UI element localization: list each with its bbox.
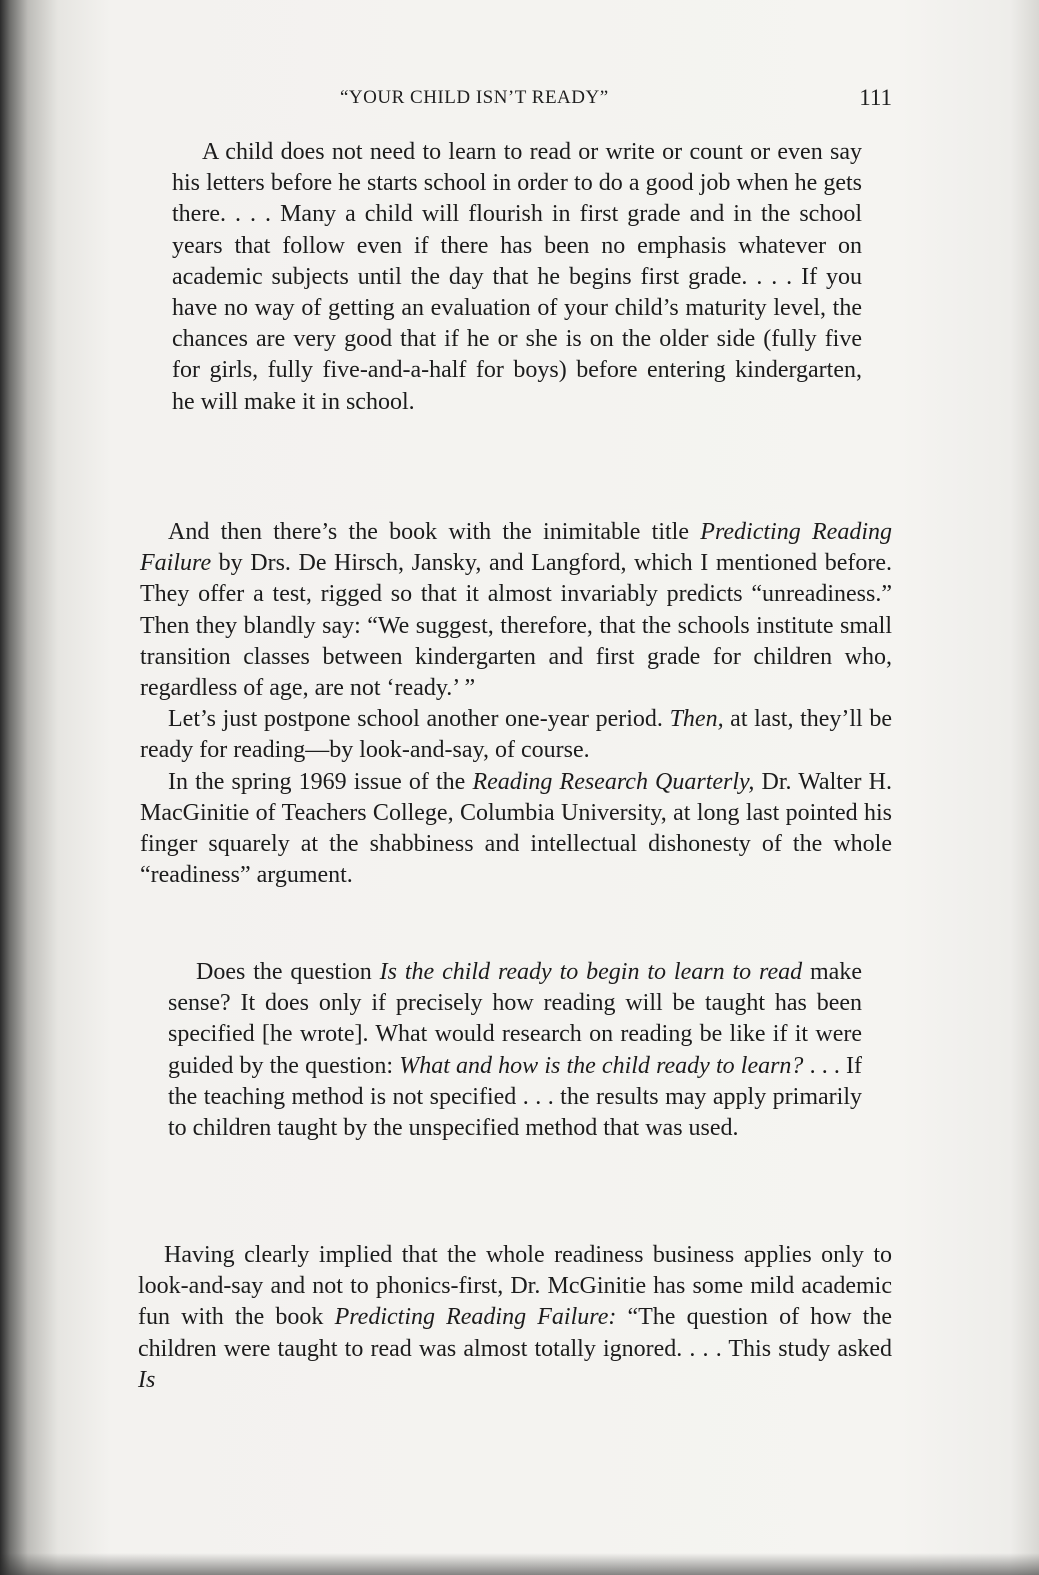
paragraph: In the spring 1969 issue of the Reading Research Quarterly, Dr. Walter H. MacGinitie of Teachers College, Columbia University, at long last pointed his finger squarely at the shabbiness and intellectual dishonesty of the whole “readiness” argument. (140, 768, 893, 889)
paragraph: Let’s just postpone school another one-year period. Then, at last, they’ll be ready for reading—by look-and-say, of course. (140, 706, 893, 764)
paragraph: And then there’s the book with the inimitable title Predicting Reading Failure by Drs. De Hirsch, Jansky, and Langford, which I mentioned before. They offer a test, rigged so that it almost invariably predicts “unreadiness.” Then they blandly say: “We suggest, therefore, that the schools institute small transition classes between kindergarten and first grade for children who, regardless of age, are not ‘ready.’ ” (140, 519, 892, 702)
emphasis: What and how is the child ready to learn? (399, 1052, 804, 1079)
page-header (140, 87, 892, 117)
emphasis: Then, (669, 706, 724, 733)
quote-paragraph: A child does not need to learn to read or write or count or even say his letters before he starts school in order to do a good job when he gets there. . . . Many a child will flourish in first grade and in the school years that follow even if there has been no emphasis whatever on academic subjects until the day that he begins first grade. . . . If you have no way of getting an evaluation of your child’s maturity level, the chances are very good that if he or she is on the older side (fully five for girls, fully five-and-a-half for boys) before entering kindergarten, he will make it in school. (172, 139, 863, 415)
body-text-1 (140, 517, 892, 891)
journal-title: Reading Research Quarterly, (472, 768, 755, 795)
book-title: Predicting Reading Failure (140, 519, 892, 577)
quote-paragraph: Does the question Is the child ready to begin to learn to read make sense? It does only if precisely how reading will be taught has been specified [he wrote]. What would research on reading be like if it were guided by the question: What and how is the child ready to learn? . . . If the teaching method is not specified . . . the results may apply primarily to children taught by the unspecified method that was used. (168, 959, 862, 1142)
running-head: “YOUR CHILD ISN’T READY” (340, 87, 609, 108)
emphasis: Is (138, 1366, 156, 1393)
page-number: 111 (859, 85, 892, 110)
block-quote-2 (168, 957, 862, 1144)
paragraph: Having clearly implied that the whole readiness business applies only to look-and-say and not to phonics-first, Dr. McGinitie has some mild academic fun with the book Predicting Reading Failure: “The question of how the children were taught to read was almost totally ignored. . . . This study asked Is (138, 1242, 892, 1393)
block-quote-1 (172, 137, 862, 418)
emphasis: Is the child ready to begin to learn to read (379, 959, 803, 985)
book-title: Predicting Reading Failure: (334, 1304, 617, 1331)
page-bottom-shadow (0, 1553, 1039, 1575)
body-text-2 (138, 1240, 892, 1396)
